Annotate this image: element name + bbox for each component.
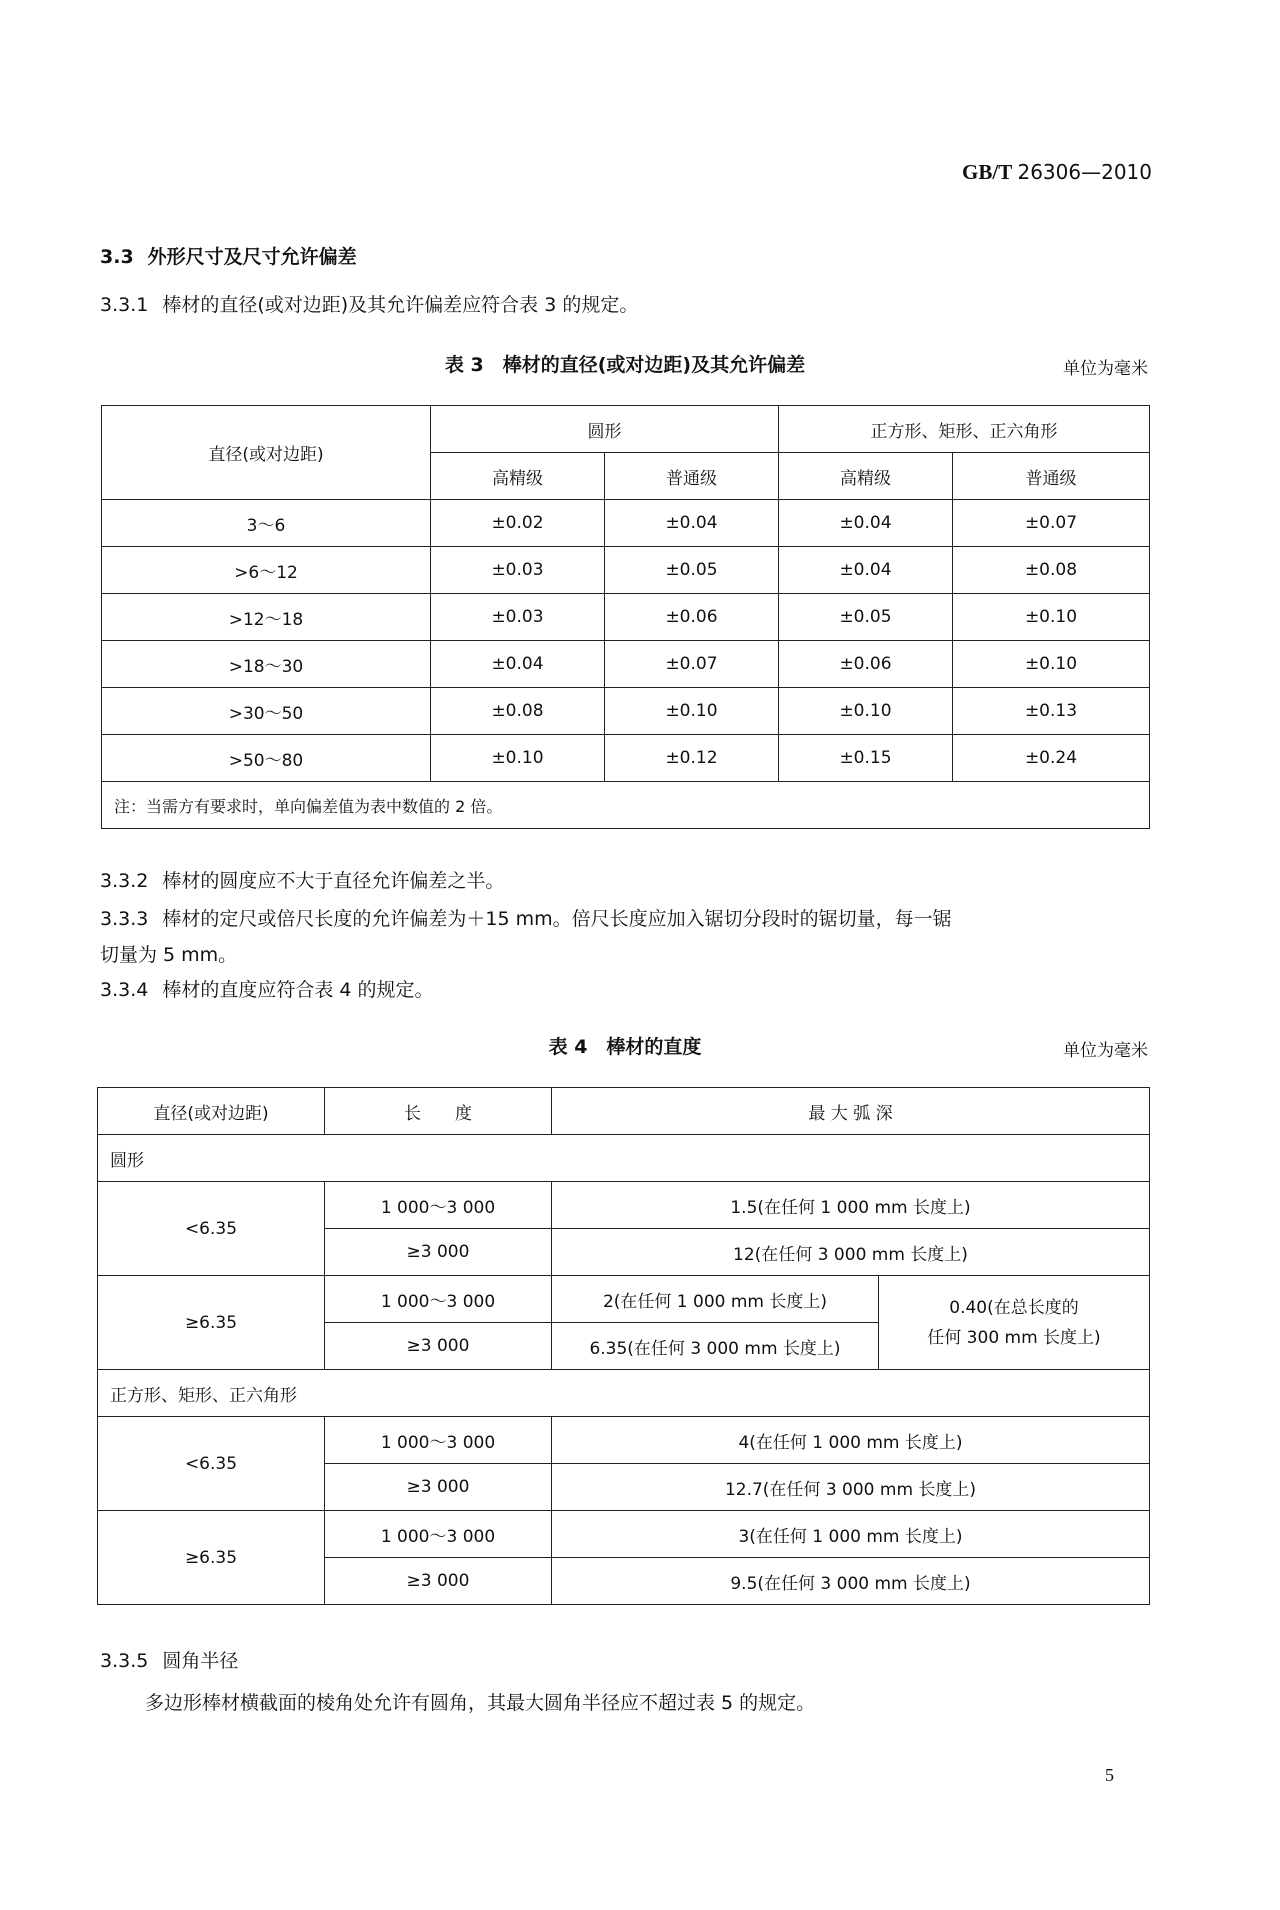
subheader: 普通级 <box>953 453 1150 500</box>
value-cell: ±0.10 <box>431 735 605 782</box>
group-round: 圆形 <box>98 1135 1150 1182</box>
header-length: 长 度 <box>325 1088 552 1135</box>
length-cell: 1 000～3 000 <box>325 1182 552 1229</box>
table3-note: 注：当需方有要求时，单向偏差值为表中数值的 2 倍。 <box>102 782 1150 829</box>
clause-3-3-3 <box>100 906 1150 933</box>
value-cell: ±0.04 <box>779 500 953 547</box>
standard-prefix: GB/T <box>962 160 1013 184</box>
value-cell: ±0.15 <box>779 735 953 782</box>
clause-3-3-4 <box>100 977 1150 1004</box>
table-row <box>98 1276 1150 1323</box>
header-diameter: 直径(或对边距) <box>102 406 431 500</box>
clause-number: 3.3.3 <box>100 908 149 930</box>
section-number: 3.3 <box>100 246 134 268</box>
clause-3-3-3-continued: 切量为 5 mm。 <box>100 944 238 966</box>
clause-number: 3.3.5 <box>100 1650 149 1672</box>
diameter-cell: ≥6.35 <box>98 1276 325 1370</box>
clause-number: 3.3.4 <box>100 979 149 1001</box>
table-row <box>102 547 1150 594</box>
value-cell: ±0.12 <box>605 735 779 782</box>
section-title: 外形尺寸及尺寸允许偏差 <box>147 246 357 268</box>
table3 <box>101 405 1150 829</box>
header-diameter: 直径(或对边距) <box>98 1088 325 1135</box>
range-cell: >12～18 <box>102 594 431 641</box>
arc-depth-cell: 12(在任何 3 000 mm 长度上) <box>552 1229 1150 1276</box>
table3-caption: 表 3 棒材的直径(或对边距)及其允许偏差 <box>444 354 806 376</box>
value-cell: ±0.06 <box>605 594 779 641</box>
length-cell: ≥3 000 <box>325 1323 552 1370</box>
clause-title: 圆角半径 <box>162 1650 239 1672</box>
arc-depth-cell: 9.5(在任何 3 000 mm 长度上) <box>552 1558 1150 1605</box>
clause-number: 3.3.1 <box>100 294 149 316</box>
value-cell: ±0.04 <box>431 641 605 688</box>
table-row <box>102 735 1150 782</box>
value-cell: ±0.08 <box>431 688 605 735</box>
length-cell: 1 000～3 000 <box>325 1511 552 1558</box>
arc-depth-cell: 6.35(在任何 3 000 mm 长度上) <box>552 1323 879 1370</box>
value-cell: ±0.05 <box>779 594 953 641</box>
value-cell: ±0.03 <box>431 594 605 641</box>
arc-depth-cell: 12.7(在任何 3 000 mm 长度上) <box>552 1464 1150 1511</box>
diameter-cell: ≥6.35 <box>98 1511 325 1605</box>
table4-caption: 表 4 棒材的直度 <box>548 1036 702 1058</box>
value-cell: ±0.10 <box>605 688 779 735</box>
value-cell: ±0.10 <box>779 688 953 735</box>
clause-number: 3.3.2 <box>100 870 149 892</box>
arc-depth-cell: 3(在任何 1 000 mm 长度上) <box>552 1511 1150 1558</box>
length-cell: ≥3 000 <box>325 1464 552 1511</box>
value-cell: ±0.10 <box>953 641 1150 688</box>
length-cell: 1 000～3 000 <box>325 1276 552 1323</box>
subheader: 高精级 <box>431 453 605 500</box>
value-cell: ±0.06 <box>779 641 953 688</box>
table4-unit: 单位为毫米 <box>1063 1041 1148 1061</box>
header-round: 圆形 <box>431 406 779 453</box>
subheader: 高精级 <box>779 453 953 500</box>
standard-number <box>962 160 1152 185</box>
clause-3-3-1 <box>100 292 1150 319</box>
arc-depth-cell: 2(在任何 1 000 mm 长度上) <box>552 1276 879 1323</box>
range-cell: >30～50 <box>102 688 431 735</box>
standard-code: 26306—2010 <box>1017 160 1152 184</box>
value-cell: ±0.05 <box>605 547 779 594</box>
table-row <box>102 688 1150 735</box>
page-number: 5 <box>1105 1765 1114 1785</box>
table-row <box>98 1511 1150 1558</box>
table-row <box>98 1417 1150 1464</box>
section-heading <box>100 244 1150 271</box>
arc-depth-total-line1: 0.40(在总长度的 <box>949 1297 1079 1318</box>
table-row <box>102 500 1150 547</box>
arc-depth-total-line2: 任何 300 mm 长度上) <box>927 1327 1101 1348</box>
header-polygon: 正方形、矩形、正六角形 <box>779 406 1150 453</box>
table-row <box>98 1182 1150 1229</box>
header-max-arc-depth: 最 大 弧 深 <box>552 1088 1150 1135</box>
value-cell: ±0.04 <box>779 547 953 594</box>
clause-text: 棒材的圆度应不大于直径允许偏差之半。 <box>162 870 505 892</box>
range-cell: >6～12 <box>102 547 431 594</box>
table4 <box>97 1087 1150 1605</box>
value-cell: ±0.03 <box>431 547 605 594</box>
length-cell: ≥3 000 <box>325 1229 552 1276</box>
clause-text: 棒材的直度应符合表 4 的规定。 <box>162 979 434 1001</box>
range-cell: 3～6 <box>102 500 431 547</box>
arc-depth-cell: 1.5(在任何 1 000 mm 长度上) <box>552 1182 1150 1229</box>
arc-depth-total-cell <box>879 1276 1150 1370</box>
length-cell: ≥3 000 <box>325 1558 552 1605</box>
value-cell: ±0.04 <box>605 500 779 547</box>
length-cell: 1 000～3 000 <box>325 1417 552 1464</box>
value-cell: ±0.13 <box>953 688 1150 735</box>
clause-text: 棒材的定尺或倍尺长度的允许偏差为＋15 mm。倍尺长度应加入锯切分段时的锯切量，每一锯 <box>162 908 952 930</box>
arc-depth-cell: 4(在任何 1 000 mm 长度上) <box>552 1417 1150 1464</box>
diameter-cell: <6.35 <box>98 1417 325 1511</box>
table-row <box>102 641 1150 688</box>
value-cell: ±0.07 <box>605 641 779 688</box>
value-cell: ±0.08 <box>953 547 1150 594</box>
clause-text: 棒材的直径(或对边距)及其允许偏差应符合表 3 的规定。 <box>162 294 639 316</box>
clause-3-3-2 <box>100 868 1150 895</box>
group-polygon: 正方形、矩形、正六角形 <box>98 1370 1150 1417</box>
clause-3-3-5-body: 多边形棒材横截面的棱角处允许有圆角，其最大圆角半径应不超过表 5 的规定。 <box>145 1692 816 1714</box>
value-cell: ±0.02 <box>431 500 605 547</box>
value-cell: ±0.07 <box>953 500 1150 547</box>
value-cell: ±0.10 <box>953 594 1150 641</box>
range-cell: >50～80 <box>102 735 431 782</box>
value-cell: ±0.24 <box>953 735 1150 782</box>
subheader: 普通级 <box>605 453 779 500</box>
range-cell: >18～30 <box>102 641 431 688</box>
table-row <box>102 594 1150 641</box>
diameter-cell: <6.35 <box>98 1182 325 1276</box>
clause-3-3-5 <box>100 1648 1150 1675</box>
table3-unit: 单位为毫米 <box>1063 359 1148 379</box>
